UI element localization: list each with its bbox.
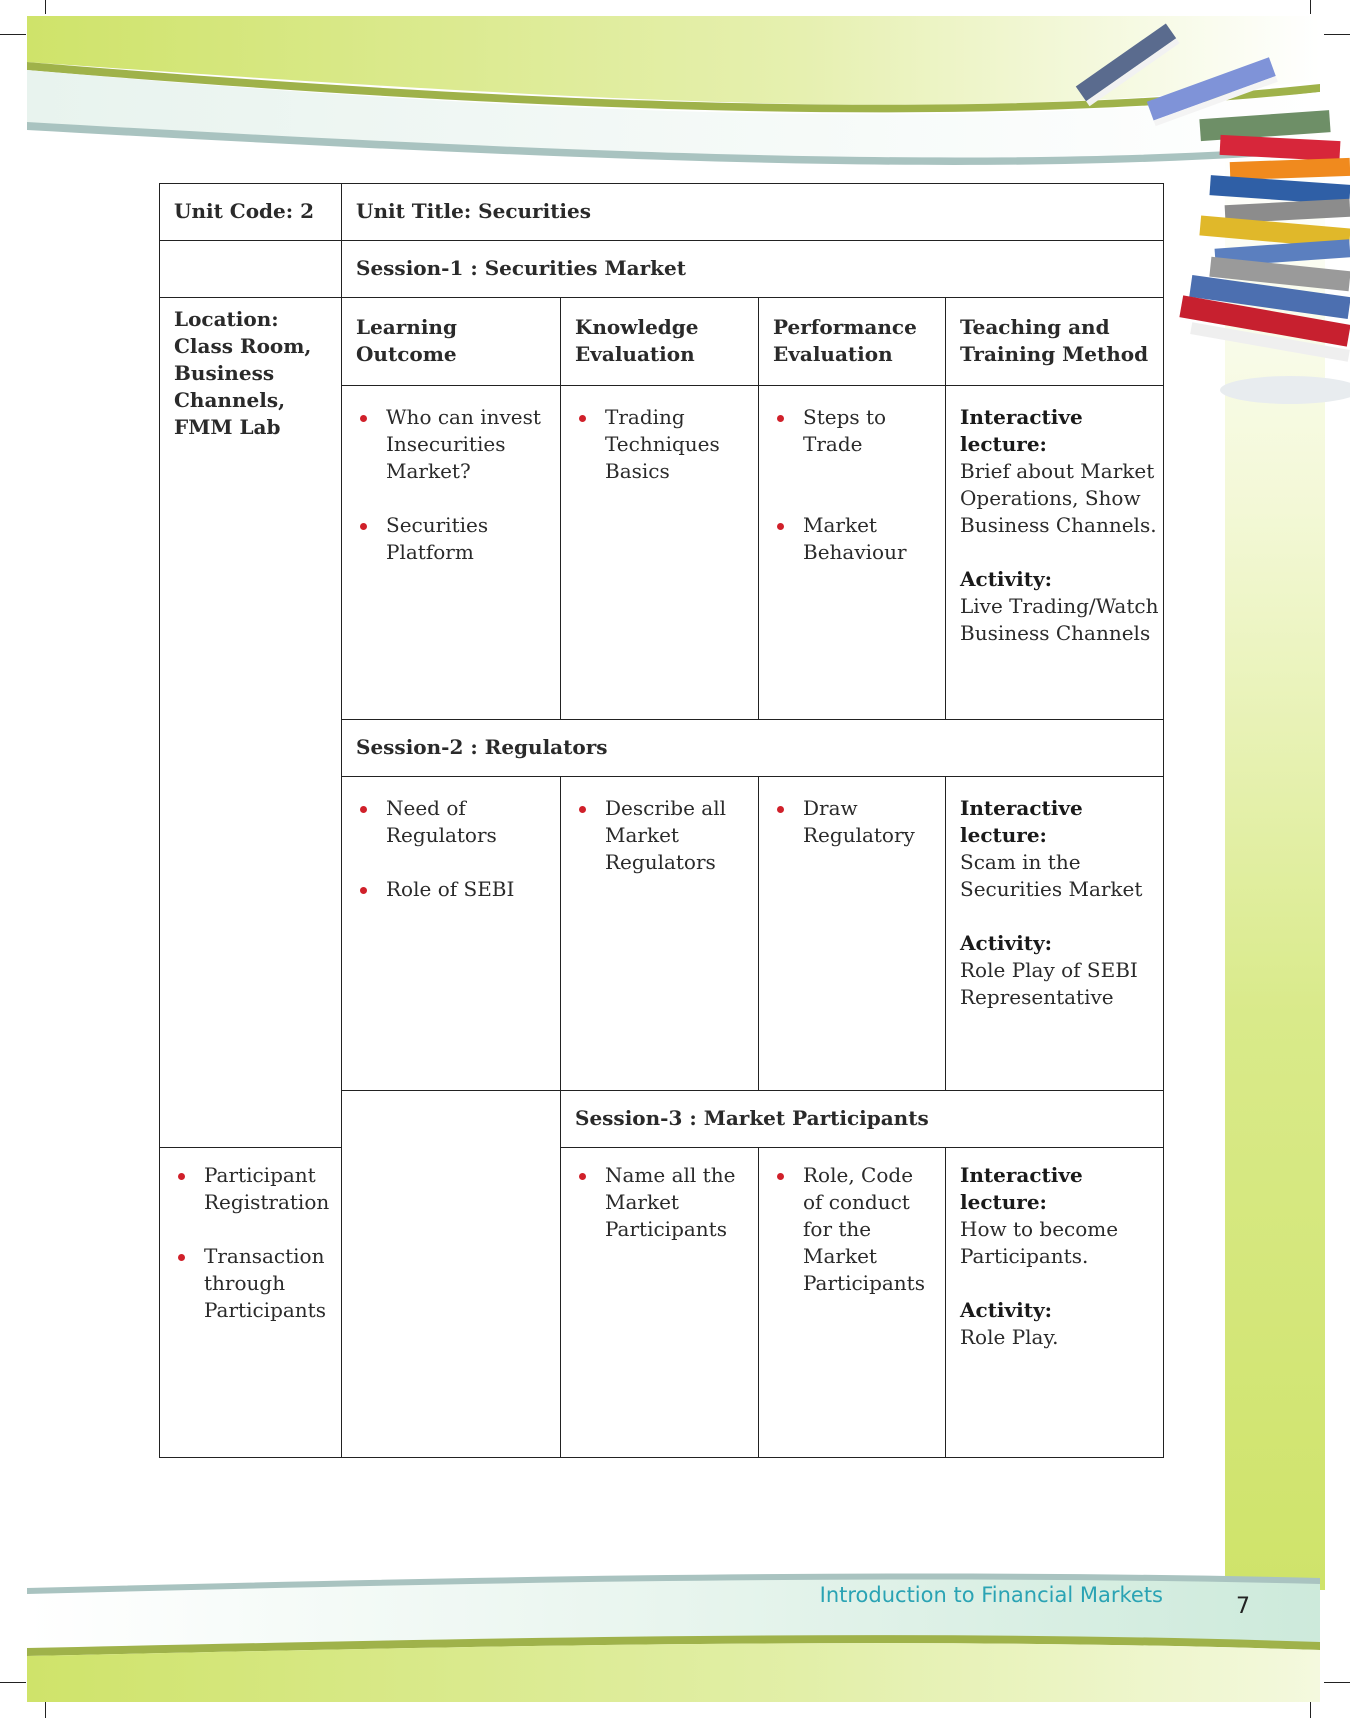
list-item: Participant Registration [174,1162,329,1216]
location-line: Class Room, [174,334,312,358]
unit-table [159,183,1164,1458]
list-item: Market Behaviour [773,512,933,566]
list-item: Describe all Market Regulators [575,795,746,876]
activity-text: Live Trading/Watch Business Channels [960,594,1159,645]
teaching-method-cell [946,777,1164,1091]
list-item: Role of SEBI [356,876,548,903]
header-knowledge-evaluation: Knowledge Evaluation [561,298,759,386]
location-line: Channels, [174,388,286,412]
lecture-label: Interactive lecture: [960,405,1083,456]
activity-text: Role Play. [960,1325,1059,1349]
session-title: Session-1 : Securities Market [342,241,1164,298]
teaching-method-cell [946,386,1164,720]
performance-evaluation-cell [759,386,946,720]
list-item: Steps to Trade [773,404,933,458]
activity-label: Activity: [960,931,1052,955]
list-item: Need of Regulators [356,795,548,849]
lecture-text: Scam in the Securities Market [960,850,1143,901]
activity-text: Role Play of SEBI Representative [960,958,1138,1009]
empty-cell [160,241,342,298]
column-header-row [160,298,1164,386]
header-performance-evaluation: Performance Evaluation [759,298,946,386]
activity-label: Activity: [960,1298,1052,1322]
session-title: Session-2 : Regulators [342,720,1164,777]
footer-wave-decoration [0,1550,1350,1718]
empty-cell [342,1091,561,1458]
knowledge-evaluation-cell [561,777,759,1091]
learning-outcome-cell [342,386,561,720]
list-item: Trading Techniques Basics [575,404,746,485]
teaching-method-cell [946,1148,1164,1458]
list-item: Draw Regulatory [773,795,933,849]
list-item: Who can invest Insecurities Market? [356,404,548,485]
list-item: Role, Code of conduct for the Market Participants [773,1162,933,1297]
knowledge-evaluation-cell [561,386,759,720]
location-cell [160,298,342,1148]
lecture-text: How to become Participants. [960,1217,1119,1268]
header-learning-outcome: Learning Outcome [342,298,561,386]
lecture-text: Brief about Market Operations, Show Business Channels. [960,459,1157,537]
performance-evaluation-cell [759,777,946,1091]
lecture-label: Interactive lecture: [960,796,1083,847]
unit-code: Unit Code: 2 [160,184,342,241]
performance-evaluation-cell [759,1148,946,1458]
learning-outcome-cell [342,777,561,1091]
unit-title: Unit Title: Securities [342,184,1164,241]
page-number: 7 [1236,1594,1250,1619]
session-title: Session-3 : Market Participants [561,1091,1164,1148]
location-line: Business [174,361,275,385]
knowledge-evaluation-cell [561,1148,759,1458]
session-title-row [160,241,1164,298]
session-content-row [160,1148,1164,1458]
lecture-label: Interactive lecture: [960,1163,1083,1214]
header-teaching-method: Teaching and Training Method [946,298,1164,386]
unit-header-row [160,184,1164,241]
list-item: Securities Platform [356,512,548,566]
learning-outcome-cell [160,1148,342,1458]
list-item: Transaction through Participants [174,1243,329,1324]
footer-book-title: Introduction to Financial Markets [819,1583,1163,1607]
location-line: FMM Lab [174,415,281,439]
location-line: Location: [174,307,279,331]
activity-label: Activity: [960,567,1052,591]
list-item: Name all the Market Participants [575,1162,746,1243]
